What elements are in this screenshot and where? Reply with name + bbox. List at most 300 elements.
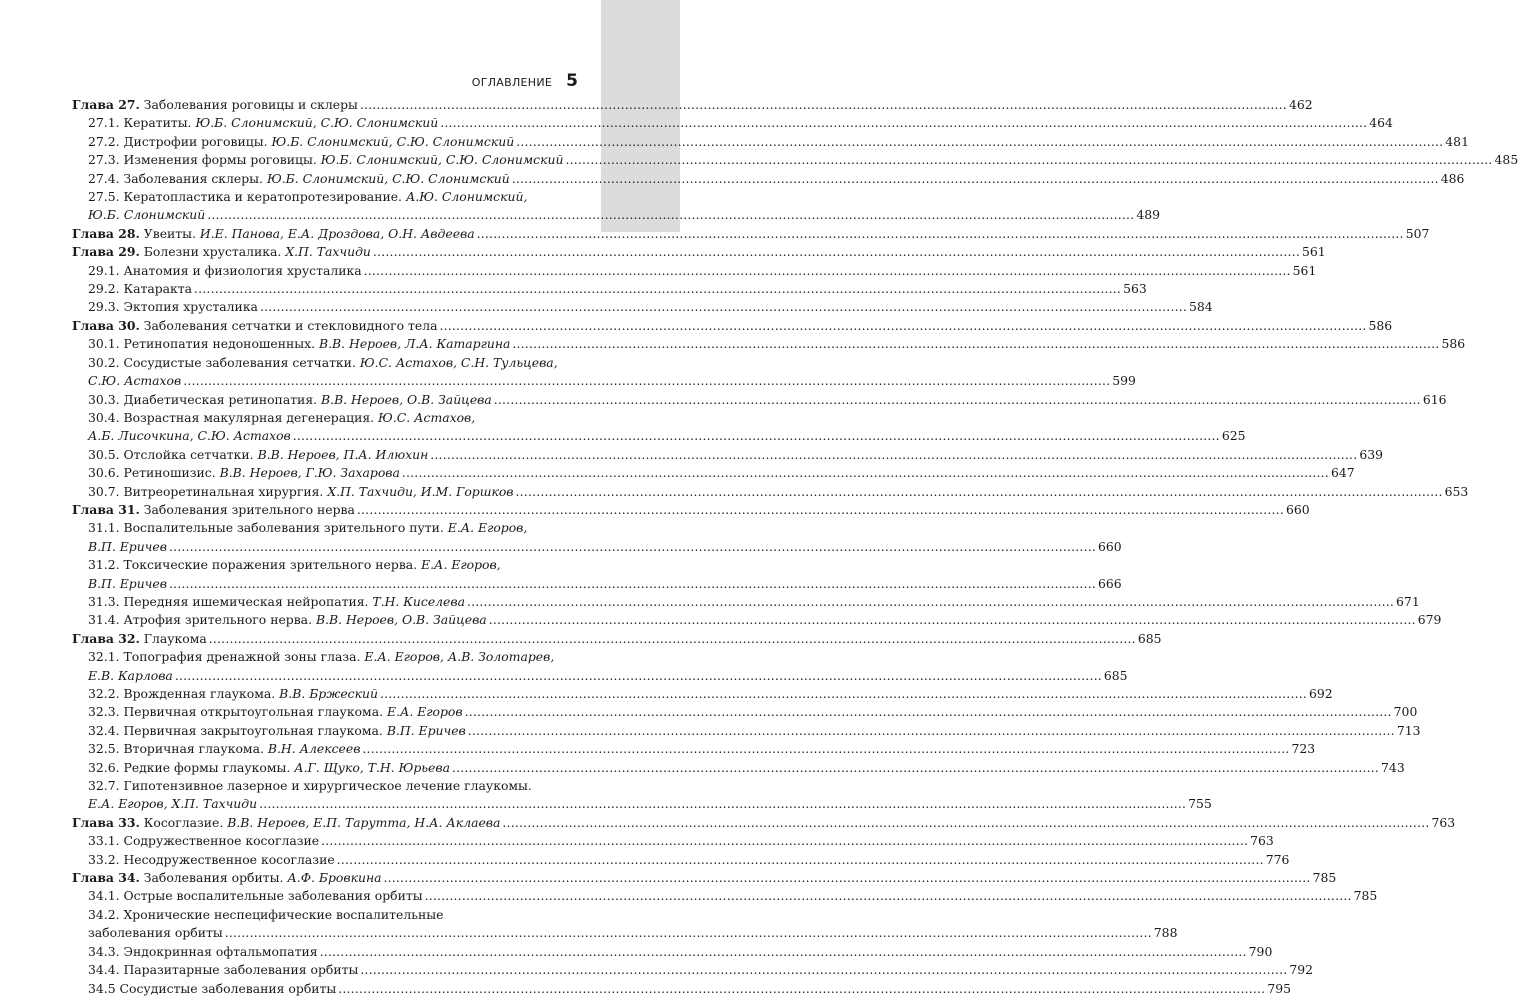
toc-author: Е.А. Егоров, <box>447 520 528 536</box>
toc-section-entry[interactable] <box>72 943 1273 961</box>
toc-section-entry[interactable] <box>72 648 1128 685</box>
toc-text <box>88 519 527 537</box>
toc-line <box>88 519 566 537</box>
toc-section-entry[interactable] <box>72 556 1122 593</box>
toc-section-entry[interactable] <box>72 188 1160 225</box>
toc-title: Заболевания роговицы и склеры <box>143 97 358 112</box>
toc-author: В.П. Еричев <box>386 722 466 738</box>
toc-line <box>88 943 1273 961</box>
toc-text <box>72 501 355 519</box>
toc-section-entry[interactable] <box>72 703 1418 721</box>
toc-author: Е.А. Егоров, <box>421 557 501 573</box>
toc-number: 32.7. <box>88 778 120 794</box>
toc-line <box>88 980 1291 998</box>
dot-leader <box>502 814 1429 832</box>
toc-title: Сосудистые заболевания орбиты <box>119 980 337 996</box>
toc-text <box>88 335 510 353</box>
dot-leader <box>360 96 1287 114</box>
toc-page-number: 660 <box>1285 501 1310 517</box>
toc-section-entry[interactable] <box>72 593 1420 611</box>
toc-title: Возрастная макулярная дегенерация. <box>123 409 375 425</box>
toc-number: 27.3. <box>88 152 120 168</box>
toc-title: Воспалительные заболевания зрительного пути. <box>123 520 444 536</box>
toc-number: 27.5. <box>88 189 120 205</box>
toc-line <box>88 924 1178 942</box>
toc-author: В.В. Нероев, Е.П. Тарутта, Н.А. Аклаева <box>227 814 501 830</box>
toc-title: Заболевания орбиты. <box>143 870 284 886</box>
toc-section-entry[interactable] <box>72 519 1122 556</box>
toc-page-number: 795 <box>1267 980 1291 996</box>
toc-page-number: 647 <box>1330 465 1355 481</box>
toc-text <box>88 170 510 188</box>
toc-text <box>72 814 500 832</box>
dot-leader <box>465 703 1392 721</box>
dot-leader <box>516 133 1443 151</box>
toc-text <box>88 298 258 316</box>
toc-section-entry[interactable] <box>72 483 1469 501</box>
toc-text <box>88 685 378 703</box>
toc-page-number: 584 <box>1189 299 1213 315</box>
toc-author: Е.А. Егоров <box>386 704 463 720</box>
toc-author: В.П. Еричев <box>88 575 167 591</box>
toc-number: 30.1. <box>88 336 120 352</box>
toc-section-entry[interactable] <box>72 133 1469 151</box>
toc-author: Е.В. Карлова <box>88 667 173 683</box>
toc-title: Атрофия зрительного нерва. <box>123 612 313 628</box>
dot-leader <box>362 740 1289 758</box>
toc-line <box>88 667 1128 685</box>
toc-line <box>88 483 1469 501</box>
toc-text <box>88 703 463 721</box>
toc-line <box>88 685 1333 703</box>
toc-section-entry[interactable] <box>72 280 1147 298</box>
toc-line <box>72 225 1430 243</box>
dot-leader <box>430 446 1357 464</box>
toc-section-entry[interactable] <box>72 391 1447 409</box>
toc-chapter-entry[interactable] <box>72 869 1337 887</box>
toc-page-number: 792 <box>1289 962 1314 978</box>
toc-author: В.Н. Алексеев <box>267 741 361 757</box>
toc-text <box>88 206 205 224</box>
toc-number: 31.2. <box>88 557 120 573</box>
toc-number: Глава 34. <box>72 870 140 886</box>
toc-page-number: 788 <box>1153 925 1178 941</box>
toc-text <box>88 427 291 445</box>
toc-text <box>88 593 465 611</box>
toc-title: Дистрофии роговицы. <box>123 133 268 149</box>
toc-text <box>72 96 358 114</box>
toc-page-number: 755 <box>1188 796 1212 812</box>
dot-leader <box>440 114 1367 132</box>
toc-page-number: 660 <box>1098 538 1122 554</box>
toc-title: Ретиношизис. <box>123 465 216 481</box>
toc-text <box>88 851 335 869</box>
dot-leader <box>494 391 1421 409</box>
toc-line <box>88 335 1466 353</box>
toc-chapter-entry[interactable] <box>72 501 1310 519</box>
dot-leader <box>225 924 1152 942</box>
toc-line <box>88 740 1316 758</box>
dot-leader <box>360 961 1287 979</box>
running-head <box>440 71 578 91</box>
toc-number: 31.1. <box>88 520 120 536</box>
toc-line <box>88 538 1122 556</box>
toc-page-number: 586 <box>1441 336 1466 352</box>
toc-page-number: 785 <box>1353 888 1378 904</box>
dot-leader <box>516 483 1443 501</box>
toc-page-number: 723 <box>1291 741 1316 757</box>
toc-page-number: 464 <box>1369 115 1393 131</box>
toc-number: 30.4. <box>88 409 120 425</box>
toc-line <box>88 170 1465 188</box>
toc-author: В.В. Нероев, Л.А. Катаргина <box>319 336 511 352</box>
toc-author: А.Б. Лисочкина, С.Ю. Астахов <box>88 428 291 444</box>
toc-line <box>88 759 1405 777</box>
toc-section-entry[interactable] <box>72 446 1383 464</box>
toc-author: В.В. Нероев, П.А. Илюхин <box>257 446 429 462</box>
toc-number: 34.5 <box>88 980 116 996</box>
toc-title: Катаракта <box>123 281 193 297</box>
toc-title: Кератиты. <box>123 115 192 131</box>
toc-text <box>88 961 358 979</box>
toc-line <box>88 795 1212 813</box>
toc-page-number: 485 <box>1494 152 1518 168</box>
toc-page-number: 462 <box>1288 97 1313 112</box>
toc-author: Ю.Б. Слонимский, С.Ю. Слонимский <box>320 152 564 168</box>
toc-number: 32.4. <box>88 722 120 738</box>
toc-number: Глава 31. <box>72 501 140 517</box>
toc-line <box>72 243 1326 261</box>
toc-section-entry[interactable] <box>72 298 1213 316</box>
toc-title: Косоглазие. <box>143 814 224 830</box>
toc-page-number: 639 <box>1359 446 1383 462</box>
toc-section-entry[interactable] <box>72 961 1314 979</box>
toc-page-number: 666 <box>1098 575 1122 591</box>
dot-leader <box>468 722 1395 740</box>
toc-line <box>88 354 566 372</box>
toc-line <box>72 869 1337 887</box>
toc-page-number: 563 <box>1123 281 1147 297</box>
toc-text <box>88 740 360 758</box>
toc-line <box>88 446 1383 464</box>
toc-author: С.Ю. Астахов <box>88 373 182 389</box>
toc-author: И.Е. Панова, Е.А. Дроздова, О.Н. Авдеева <box>199 225 475 241</box>
dot-leader <box>402 464 1329 482</box>
toc-number: 32.2. <box>88 686 120 701</box>
dot-leader <box>169 575 1096 593</box>
toc-text <box>88 648 554 666</box>
toc-author: Ю.Б. Слонимский, С.Ю. Слонимский <box>266 170 510 186</box>
toc-number: 29.1. <box>88 262 120 278</box>
toc-section-entry[interactable] <box>72 262 1317 280</box>
toc-chapter-entry[interactable] <box>72 243 1326 261</box>
toc-author: Ю.Б. Слонимский, С.Ю. Слонимский <box>195 115 439 131</box>
toc-line <box>88 409 566 427</box>
toc-number: 32.6. <box>88 759 120 775</box>
toc-number: Глава 33. <box>72 814 140 830</box>
toc-line <box>88 556 566 574</box>
toc-page-number: 790 <box>1248 943 1273 959</box>
toc-section-entry[interactable] <box>72 887 1378 905</box>
toc-text <box>72 869 382 887</box>
toc-line <box>88 961 1314 979</box>
toc-section-entry[interactable] <box>72 851 1290 869</box>
toc-text <box>88 280 192 298</box>
toc-section-entry[interactable] <box>72 722 1421 740</box>
toc-text <box>88 759 450 777</box>
toc-title: Редкие формы глаукомы. <box>123 759 291 775</box>
dot-leader <box>321 832 1248 850</box>
toc-page-number: 776 <box>1265 851 1290 867</box>
toc-line <box>88 206 1160 224</box>
toc-title: Передняя ишемическая нейропатия. <box>123 593 369 609</box>
toc-text <box>88 887 423 905</box>
toc-number: 30.7. <box>88 483 120 499</box>
toc-number: 29.2. <box>88 281 120 297</box>
toc-section-entry[interactable] <box>72 151 1518 169</box>
toc-line <box>88 114 1393 132</box>
toc-text <box>88 391 492 409</box>
toc-page-number: 763 <box>1250 833 1274 849</box>
toc-section-entry[interactable] <box>72 832 1274 850</box>
dot-leader <box>512 170 1439 188</box>
toc-line <box>88 372 1136 390</box>
toc-title: Вторичная глаукома. <box>123 741 264 757</box>
toc-title: Отслойка сетчатки. <box>123 446 254 462</box>
toc-author: А.Ю. Слонимский, <box>405 189 528 205</box>
toc-title: Паразитарные заболевания орбиты <box>123 962 359 978</box>
toc-page-number: 561 <box>1301 244 1326 260</box>
toc-line <box>88 887 1378 905</box>
toc-line <box>88 280 1147 298</box>
toc-text <box>88 133 514 151</box>
toc-number: 31.3. <box>88 593 120 609</box>
toc-text <box>88 409 475 427</box>
toc-chapter-entry[interactable] <box>72 630 1162 648</box>
dot-leader <box>183 372 1110 390</box>
toc-line <box>88 427 1246 445</box>
section-name: ОГЛАВЛЕНИЕ <box>471 76 553 89</box>
toc-page-number: 743 <box>1381 759 1405 775</box>
toc-text <box>88 446 428 464</box>
toc-author: Е.А. Егоров, А.В. Золотарев, <box>364 649 555 665</box>
toc-section-entry[interactable] <box>72 409 1246 446</box>
toc-number: 31.4. <box>88 612 120 628</box>
dot-leader <box>384 869 1311 887</box>
toc-text <box>88 151 563 169</box>
toc-title: Топография дренажной зоны глаза. <box>123 649 361 665</box>
dot-leader <box>364 262 1291 280</box>
toc-page-number: 700 <box>1393 704 1418 720</box>
dot-leader <box>337 851 1264 869</box>
toc-number: 27.4. <box>88 170 120 186</box>
toc-line <box>88 648 566 666</box>
toc-text <box>88 188 527 206</box>
toc-section-entry[interactable] <box>72 611 1442 629</box>
dot-leader <box>357 501 1284 519</box>
toc-line <box>72 96 1313 114</box>
dot-leader <box>293 427 1220 445</box>
toc-line <box>72 317 1393 335</box>
toc-title: Эндокринная офтальмопатия <box>123 943 318 959</box>
toc-section-entry[interactable] <box>72 685 1333 703</box>
toc-section-entry[interactable] <box>72 777 1212 814</box>
dot-leader <box>467 593 1394 611</box>
toc-line <box>88 851 1290 869</box>
toc-text <box>72 317 437 335</box>
toc-section-entry[interactable] <box>72 759 1405 777</box>
toc-title: Увеиты. <box>143 225 196 241</box>
toc-number: 29.3. <box>88 299 120 315</box>
toc-text <box>88 906 443 924</box>
toc-number: 34.3. <box>88 943 120 959</box>
toc-line <box>88 151 1518 169</box>
toc-number: 33.1. <box>88 833 120 849</box>
toc-author: А.Г. Щуко, Т.Н. Юрьева <box>294 759 450 775</box>
toc-author: В.В. Бржеский <box>279 686 378 701</box>
toc-chapter-entry[interactable] <box>72 814 1456 832</box>
toc-title: Содружественное косоглазие <box>123 833 320 849</box>
toc-author: Т.Н. Киселева <box>372 593 465 609</box>
toc-title: заболевания орбиты <box>88 925 223 941</box>
toc-page-number: 685 <box>1103 667 1128 683</box>
toc-text <box>72 630 207 648</box>
toc-title: Первичная открытоугольная глаукома. <box>123 704 384 720</box>
toc-title: Ретинопатия недоношенных. <box>123 336 316 352</box>
toc-text <box>88 114 438 132</box>
toc-text <box>88 556 501 574</box>
toc-number: 30.3. <box>88 391 120 407</box>
toc-page-number: 586 <box>1368 317 1393 333</box>
dot-leader <box>169 538 1096 556</box>
toc-section-entry[interactable] <box>72 114 1393 132</box>
toc-line <box>88 832 1274 850</box>
toc-page-number: 763 <box>1431 814 1456 830</box>
dot-leader <box>260 298 1187 316</box>
toc-number: 34.4. <box>88 962 120 978</box>
toc-text <box>88 611 487 629</box>
toc-line <box>72 814 1456 832</box>
toc-section-entry[interactable] <box>72 354 1136 391</box>
toc-line <box>88 777 566 795</box>
toc-number: 32.1. <box>88 649 120 665</box>
toc-line <box>72 501 1310 519</box>
toc-chapter-entry[interactable] <box>72 96 1313 114</box>
toc-number: 30.5. <box>88 446 120 462</box>
toc-number: 30.2. <box>88 354 120 370</box>
toc-number: 32.3. <box>88 704 120 720</box>
toc-title: Анатомия и физиология хрусталика <box>123 262 362 278</box>
dot-leader <box>512 335 1439 353</box>
toc-section-entry[interactable] <box>72 740 1316 758</box>
dot-leader <box>207 206 1134 224</box>
toc-title: Первичная закрытоугольная глаукома. <box>123 722 383 738</box>
toc-line <box>88 722 1421 740</box>
toc-line <box>88 703 1418 721</box>
toc-section-entry[interactable] <box>72 980 1291 998</box>
toc-number: Глава 28. <box>72 225 140 241</box>
toc-number: 32.5. <box>88 741 120 757</box>
toc-number: 34.2. <box>88 906 120 922</box>
toc-number: Глава 30. <box>72 317 140 333</box>
toc-chapter-entry[interactable] <box>72 317 1393 335</box>
toc-text <box>72 243 371 261</box>
toc-page-number: 785 <box>1312 870 1337 886</box>
toc-line <box>88 298 1213 316</box>
toc-title: Диабетическая ретинопатия. <box>123 391 318 407</box>
dot-leader <box>373 243 1300 261</box>
dot-leader <box>338 980 1265 998</box>
table-of-contents <box>72 96 1518 998</box>
toc-text <box>88 372 181 390</box>
toc-page-number: 599 <box>1112 373 1136 389</box>
toc-author: Ю.С. Астахов, С.Н. Тульцева, <box>359 354 558 370</box>
toc-author: Х.П. Тахчиди <box>285 244 371 260</box>
toc-line <box>88 262 1317 280</box>
toc-author: А.Ф. Бровкина <box>287 870 382 886</box>
toc-section-entry[interactable] <box>72 335 1466 353</box>
toc-text <box>88 538 167 556</box>
toc-section-entry[interactable] <box>72 906 1178 943</box>
toc-author: В.В. Нероев, Г.Ю. Захарова <box>219 465 400 481</box>
toc-number: Глава 32. <box>72 630 140 646</box>
toc-author: В.П. Еричев <box>88 538 167 554</box>
toc-page-number: 692 <box>1309 686 1333 701</box>
toc-section-entry[interactable] <box>72 170 1465 188</box>
toc-author: Х.П. Тахчиди, И.М. Горшков <box>327 483 514 499</box>
toc-author: Ю.Б. Слонимский, С.Ю. Слонимский <box>271 133 515 149</box>
toc-text <box>72 225 475 243</box>
toc-line <box>88 906 566 924</box>
dot-leader <box>194 280 1121 298</box>
toc-number: Глава 29. <box>72 244 140 260</box>
toc-line <box>88 611 1442 629</box>
toc-number: 27.1. <box>88 115 120 131</box>
toc-line <box>88 464 1355 482</box>
toc-title: Врожденная глаукома. <box>123 686 276 701</box>
dot-leader <box>439 317 1366 335</box>
toc-title: Токсические поражения зрительного нерва. <box>123 557 418 573</box>
toc-page-number: 507 <box>1405 225 1430 241</box>
toc-title: Гипотензивное лазерное и хирургическое лечение глаукомы. <box>123 778 532 794</box>
toc-text <box>88 980 336 998</box>
toc-section-entry[interactable] <box>72 464 1355 482</box>
toc-line <box>72 630 1162 648</box>
toc-author: В.В. Нероев, О.В. Зайцева <box>321 391 492 407</box>
toc-page-number: 486 <box>1440 170 1465 186</box>
toc-text <box>88 464 400 482</box>
dot-leader <box>425 887 1352 905</box>
toc-author: Ю.С. Астахов, <box>378 409 476 425</box>
toc-text <box>88 667 173 685</box>
toc-title: Заболевания сетчатки и стекловидного тела <box>143 317 438 333</box>
toc-page-number: 481 <box>1445 133 1469 149</box>
toc-title: Эктопия хрусталика <box>123 299 258 315</box>
toc-title: Изменения формы роговицы. <box>123 152 317 168</box>
toc-line <box>88 575 1122 593</box>
dot-leader <box>489 611 1416 629</box>
toc-chapter-entry[interactable] <box>72 225 1430 243</box>
toc-text <box>88 483 514 501</box>
toc-number: Глава 27. <box>72 97 140 112</box>
dot-leader <box>209 630 1136 648</box>
page-number: 5 <box>566 71 578 91</box>
toc-author: Е.А. Егоров, Х.П. Тахчиди <box>88 796 258 812</box>
toc-line <box>88 188 566 206</box>
toc-number: 27.2. <box>88 133 120 149</box>
toc-title: Кератопластика и кератопротезирование. <box>123 189 402 205</box>
dot-leader <box>175 667 1102 685</box>
